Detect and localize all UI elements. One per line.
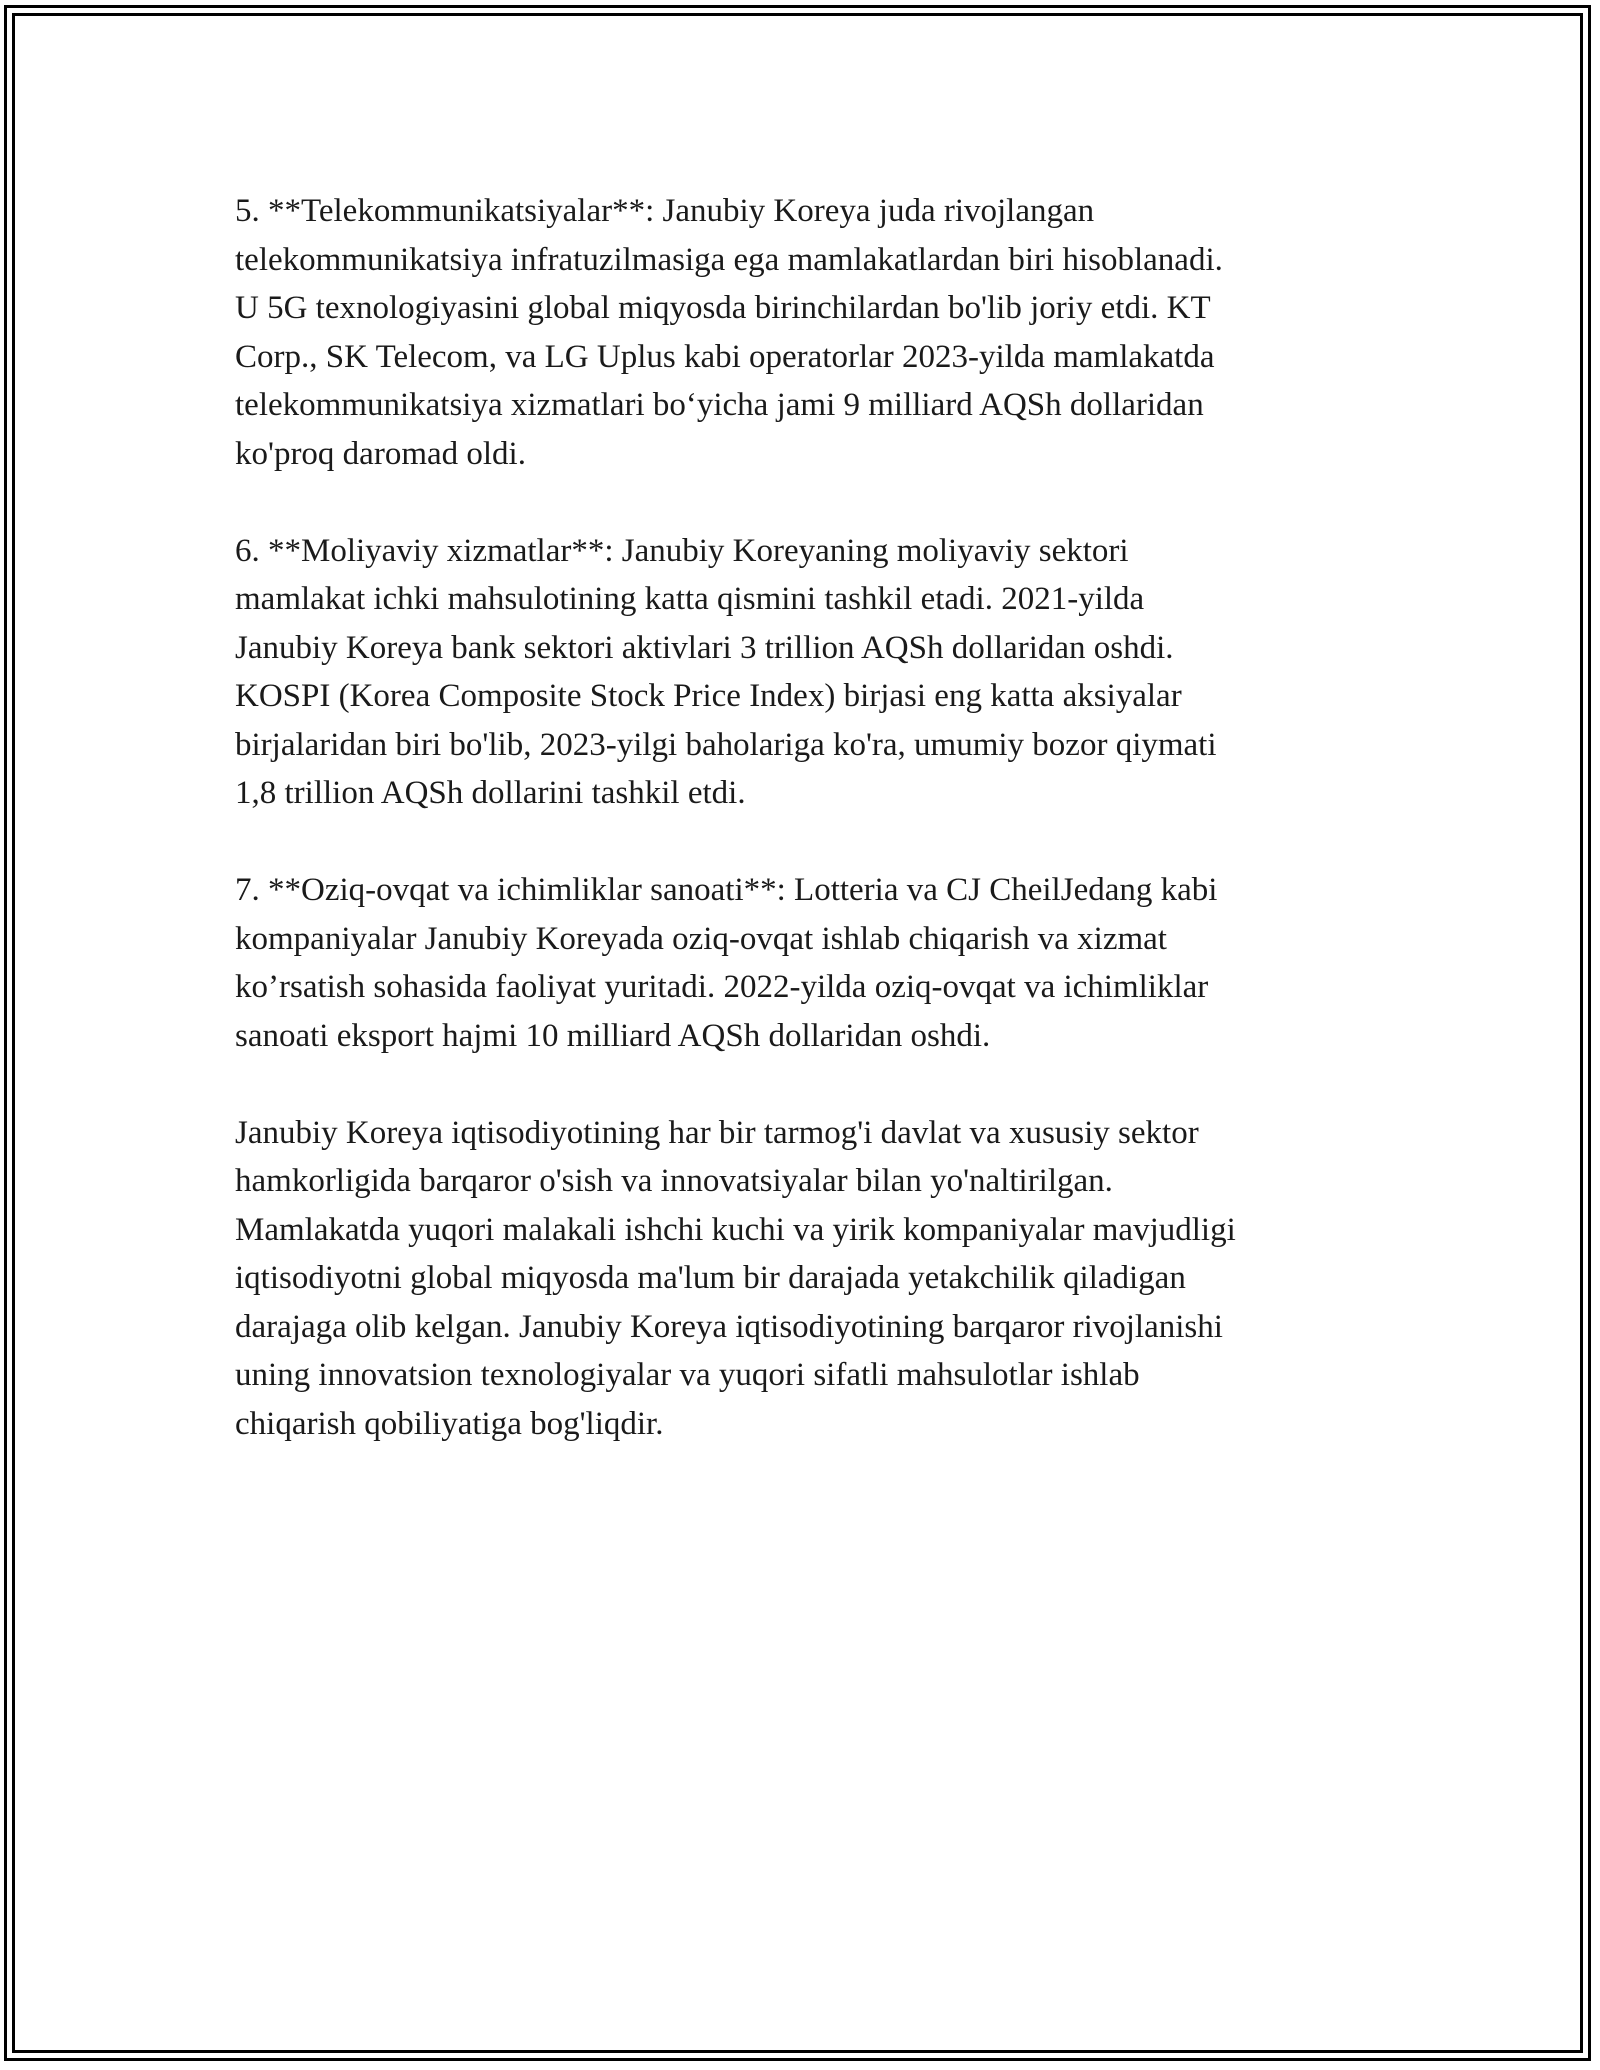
paragraph-financial-services: 6. **Moliyaviy xizmatlar**: Janubiy Koreyaning moliyaviy sektori mamlakat ichki mahsulotining katta qismini tashkil etadi. 2021-yilda Janubiy Koreya bank sektori aktivlari 3 trillion AQSh dollaridan oshdi. KOSPI (Korea Composite Stock Price Index) birjasi eng katta aksiyalar birjalaridan biri bo'lib, 2023-yilgi baholariga ko'ra, umumiy bozor qiymati 1,8 trillion AQSh dollarini tashkil etdi. [235, 532, 1217, 811]
paragraph-food-beverage: 7. **Oziq-ovqat va ichimliklar sanoati**: Lotteria va CJ CheilJedang kabi kompaniyalar Janubiy Koreyada oziq-ovqat ishlab chiqarish va xizmat ko’rsatish sohasida faoliyat yuritadi. 2022-yilda oziq-ovqat va ichimliklar sanoati eksport hajmi 10 milliard AQSh dollaridan oshdi. [235, 872, 1218, 1054]
paragraph-telecommunications: 5. **Telekommunikatsiyalar**: Janubiy Koreya juda rivojlangan telekommunikatsiya infratuzilmasiga ega mamlakatlardan biri hisoblanadi. U 5G texnologiyasini global miqyosda birinchilardan bo'lib joriy etdi. KT Corp., SK Telecom, va LG Uplus kabi operatorlar 2023-yilda mamlakatda telekommunikatsiya xizmatlari bo‘yicha jami 9 milliard AQSh dollaridan ko'proq daromad oldi. [235, 193, 1223, 472]
paragraph-conclusion: Janubiy Koreya iqtisodiyotining har bir tarmog'i davlat va xususiy sektor hamkorligida barqaror o'sish va innovatsiyalar bilan yo'naltirilgan. Mamlakatda yuqori malakali ishchi kuchi va yirik kompaniyalar mavjudligi iqtisodiyotni global miqyosda ma'lum bir darajada yetakchilik qiladigan darajaga olib kelgan. Janubiy Koreya iqtisodiyotining barqaror rivojlanishi uning innovatsion texnologiyalar va yuqori sifatli mahsulotlar ishlab chiqarish qobiliyatiga bog'liqdir. [235, 1114, 1236, 1442]
document-body [235, 187, 1365, 1497]
